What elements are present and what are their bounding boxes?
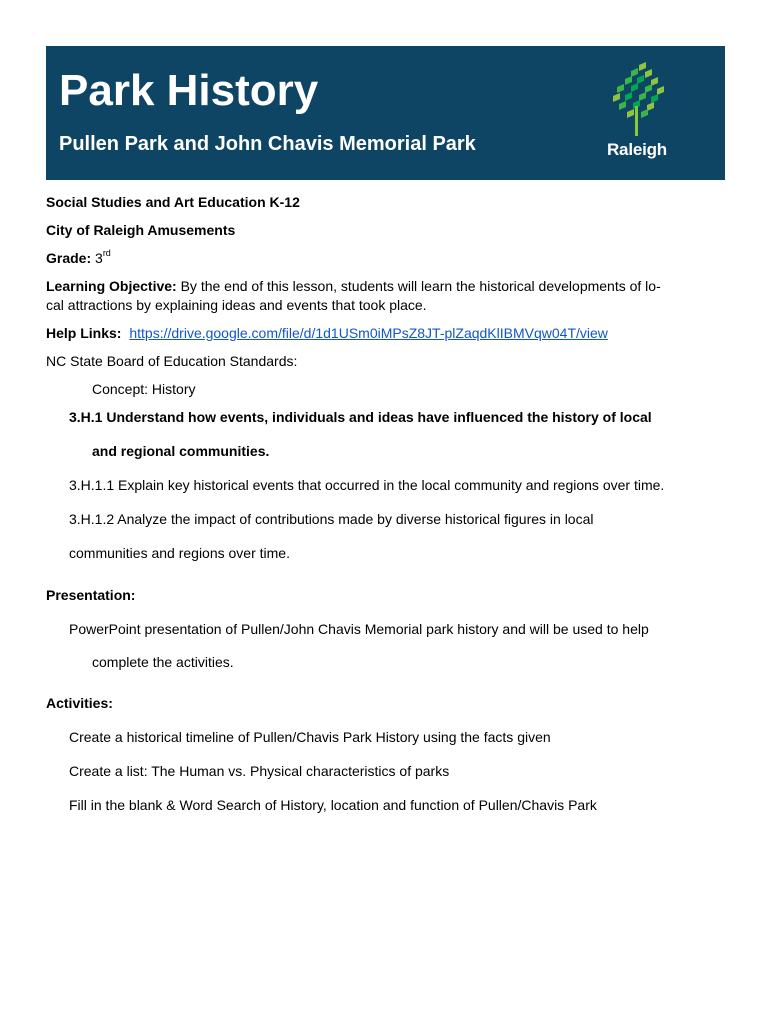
grade-line xyxy=(46,249,111,267)
standards-concept: Concept: History xyxy=(92,381,196,397)
page-title: Park History xyxy=(59,66,319,115)
standard-3h12-line-2: communities and regions over time. xyxy=(69,545,290,561)
logo-wordmark: Raleigh xyxy=(606,140,667,159)
program-name: City of Raleigh Amusements xyxy=(46,222,236,238)
presentation-text-2: complete the activities. xyxy=(92,654,234,670)
standard-3h12-line-1: 3.H.1.2 Analyze the impact of contributions made by diverse historical figures in local xyxy=(69,511,594,527)
activity-item: Create a list: The Human vs. Physical characteristics of parks xyxy=(69,763,450,779)
standard-3h1-line-1: 3.H.1 Understand how events, individuals and ideas have influenced the history of local xyxy=(69,409,652,425)
activity-item: Create a historical timeline of Pullen/Chavis Park History using the facts given xyxy=(69,729,551,745)
objective-text-1: By the end of this lesson, students will learn the historical developments of lo- xyxy=(180,278,661,294)
page-subtitle: Pullen Park and John Chavis Memorial Park xyxy=(59,133,476,155)
standard-3h11: 3.H.1.1 Explain key historical events that occurred in the local community and regions over time. xyxy=(69,477,665,493)
help-links-label: Help Links: xyxy=(46,325,122,341)
grade-label: Grade: xyxy=(46,250,92,266)
activities-heading: Activities: xyxy=(46,695,113,711)
standards-heading: NC State Board of Education Standards: xyxy=(46,353,298,369)
objective-line-2: cal attractions by explaining ideas and events that took place. xyxy=(46,297,427,313)
activity-item: Fill in the blank & Word Search of History, location and function of Pullen/Chavis Park xyxy=(69,797,597,813)
help-link[interactable]: https://drive.google.com/file/d/1d1USm0iMPsZ8JT-plZaqdKlIBMVqw04T/view xyxy=(129,325,608,341)
raleigh-logo xyxy=(602,62,672,166)
help-links-line xyxy=(46,324,608,342)
grade-value: 3 xyxy=(95,250,103,266)
standard-3h1-line-2: and regional communities. xyxy=(92,443,270,459)
title-banner xyxy=(46,46,725,180)
presentation-heading: Presentation: xyxy=(46,587,136,603)
presentation-text-1: PowerPoint presentation of Pullen/John Chavis Memorial park history and will be used to help xyxy=(69,621,649,637)
course-title: Social Studies and Art Education K-12 xyxy=(46,194,300,210)
grade-suffix: rd xyxy=(102,248,111,258)
tree-leaves-icon xyxy=(605,62,669,138)
objective-line-1 xyxy=(46,277,661,295)
objective-label: Learning Objective: xyxy=(46,278,177,294)
